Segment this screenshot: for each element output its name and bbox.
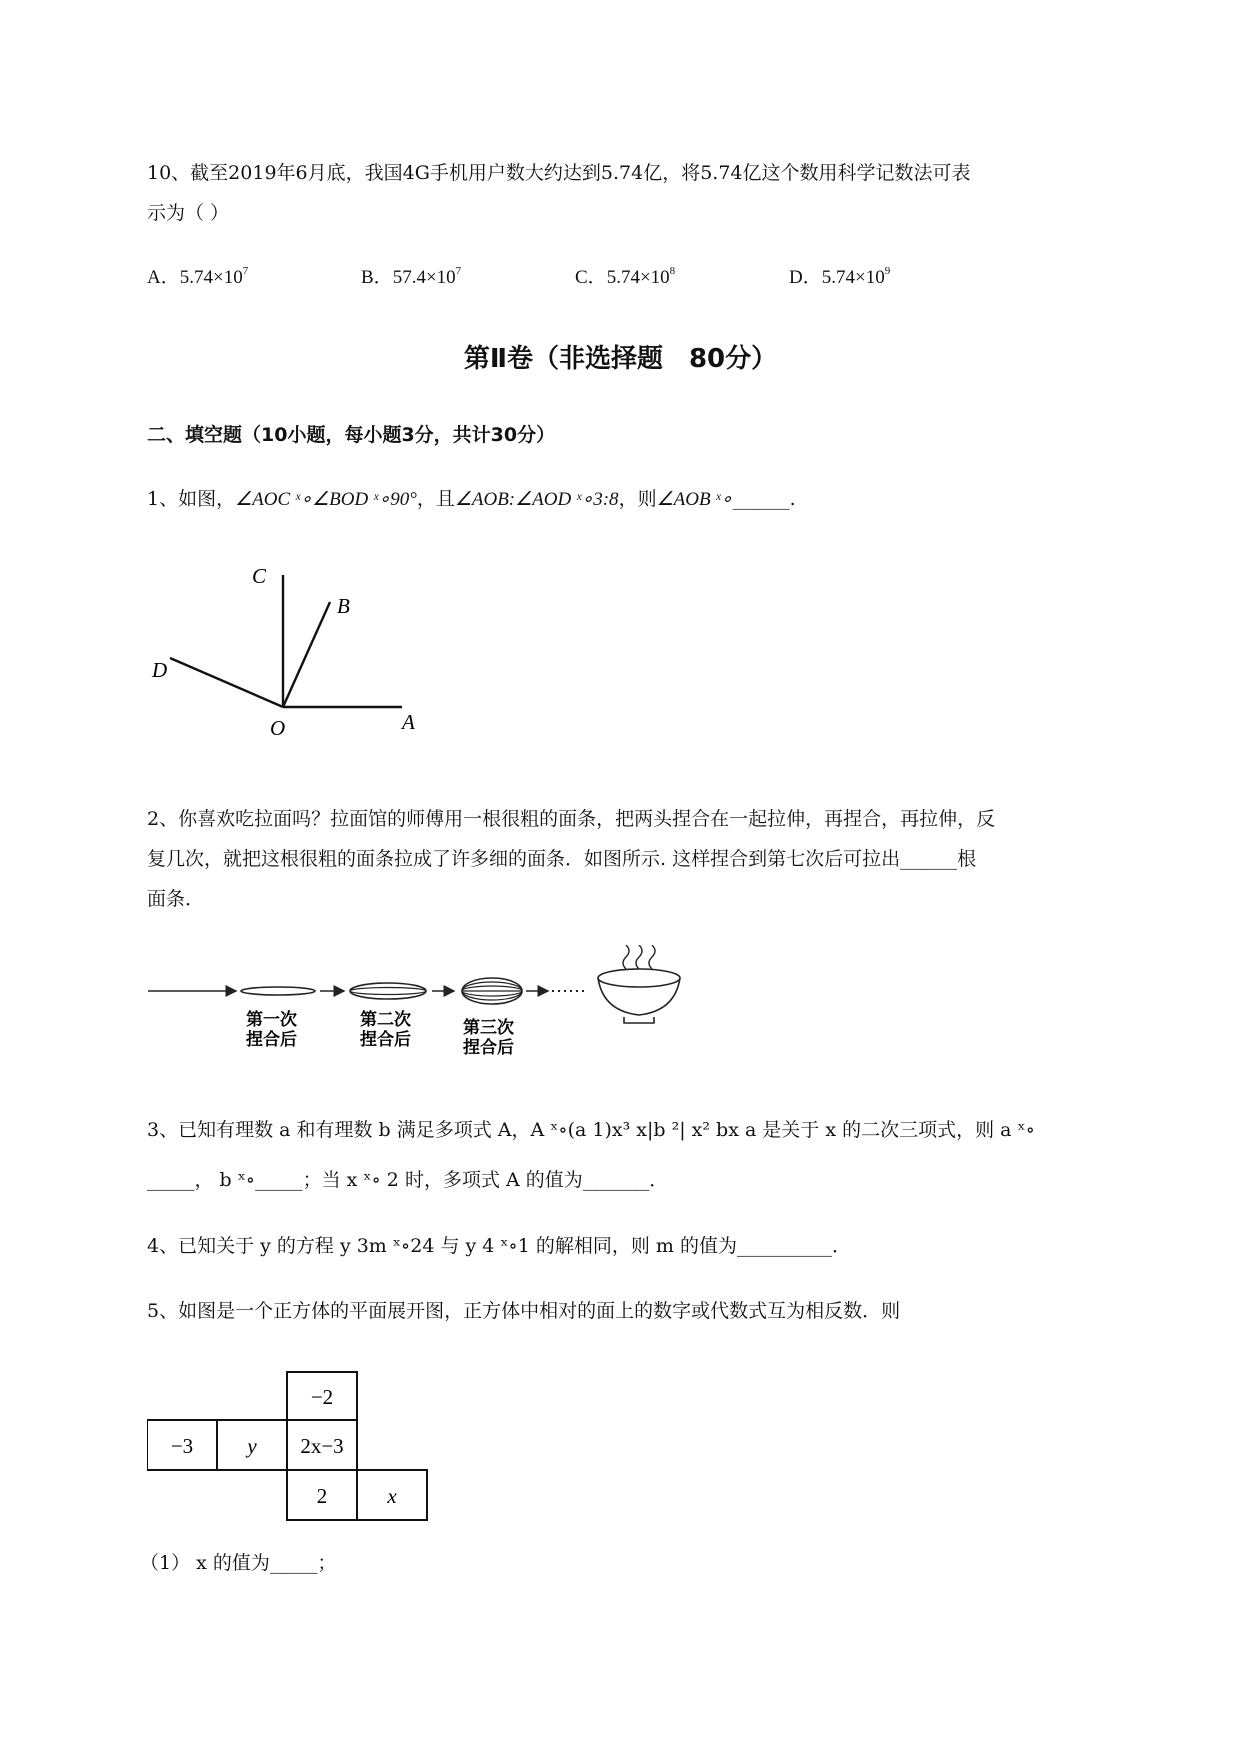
net-left2: y: [247, 1434, 257, 1458]
net-left1: −3: [170, 1434, 194, 1458]
label-c: C: [252, 564, 267, 588]
q10-line2: 示为（ ）: [147, 202, 230, 224]
option-b: B．$57.4\times 10^7$: [361, 265, 462, 288]
step2-label-a: 第二次: [360, 1010, 411, 1029]
cube-net: [147, 1370, 437, 1522]
option-d: D．$5.74\times 10^9$: [789, 265, 891, 288]
q3-line2: _____， b ˣ∘_____；当 x ˣ∘ 2 时，多项式 A 的值为_______．: [147, 1169, 669, 1191]
net-bottom: 2: [316, 1484, 328, 1508]
step1-label-b: 捏合后: [246, 1030, 297, 1049]
net-bottom-right: x: [387, 1484, 397, 1508]
step3-label-a: 第三次: [463, 1018, 514, 1037]
q10-line1: 10、截至2019年6月底，我国4G手机用户数大约达到5.74亿，将5.74亿这个数用科学记数法可表: [147, 162, 971, 184]
q5-sub1: （1） x 的值为_____；: [140, 1552, 337, 1574]
q1-text: 1、如图，∠AOC ˣ∘∠BOD ˣ∘90°，且∠AOB:∠AOD ˣ∘3:8，则∠AOB ˣ∘______.: [147, 488, 796, 510]
label-a: A: [402, 710, 415, 734]
label-d: D: [152, 658, 168, 682]
q2-line2: 复几次，就把这根很粗的面条拉成了许多细的面条．如图所示. 这样捏合到第七次后可拉出______根: [147, 848, 977, 870]
ray-od: [170, 658, 283, 707]
noodle-step2: [350, 983, 426, 999]
angle-figure: [140, 555, 440, 745]
option-a: A．$5.74\times 10^7$: [147, 265, 249, 288]
section-title: 第Ⅱ卷（非选择题 80分）: [463, 344, 778, 374]
q3-line1: 3、已知有理数 a 和有理数 b 满足多项式 A，A ˣ∘(a 1)x³ x|b ²| x² bx a 是关于 x 的二次三项式，则 a ˣ∘: [147, 1119, 1035, 1141]
label-b: B: [337, 594, 350, 618]
q2-line3: 面条．: [147, 888, 205, 910]
q4-line: 4、已知关于 y 的方程 y 3m ˣ∘24 与 y 4 ˣ∘1 的解相同，则 m 的值为__________．: [147, 1235, 851, 1257]
label-o: O: [270, 716, 286, 740]
part-title: 二、填空题（10小题，每小题3分，共计30分）: [147, 424, 556, 446]
noodle-step1: [241, 987, 315, 995]
noodle-figure: [148, 945, 688, 1060]
net-top: −2: [310, 1385, 334, 1409]
step2-label-b: 捏合后: [360, 1030, 411, 1049]
q5-line: 5、如图是一个正方体的平面展开图，正方体中相对的面上的数字或代数式互为相反数．则: [147, 1300, 901, 1322]
ray-ob: [283, 602, 330, 707]
net-center: 2x−3: [300, 1434, 344, 1458]
step1-label-a: 第一次: [246, 1010, 297, 1029]
q2-line1: 2、你喜欢吃拉面吗？拉面馆的师傅用一根很粗的面条，把两头捏合在一起拉伸，再捏合，再拉伸，反: [147, 808, 996, 830]
step3-label-b: 捏合后: [463, 1038, 514, 1057]
bowl-icon: [598, 945, 680, 1023]
option-c: C．$5.74\times 10^8$: [575, 265, 676, 288]
